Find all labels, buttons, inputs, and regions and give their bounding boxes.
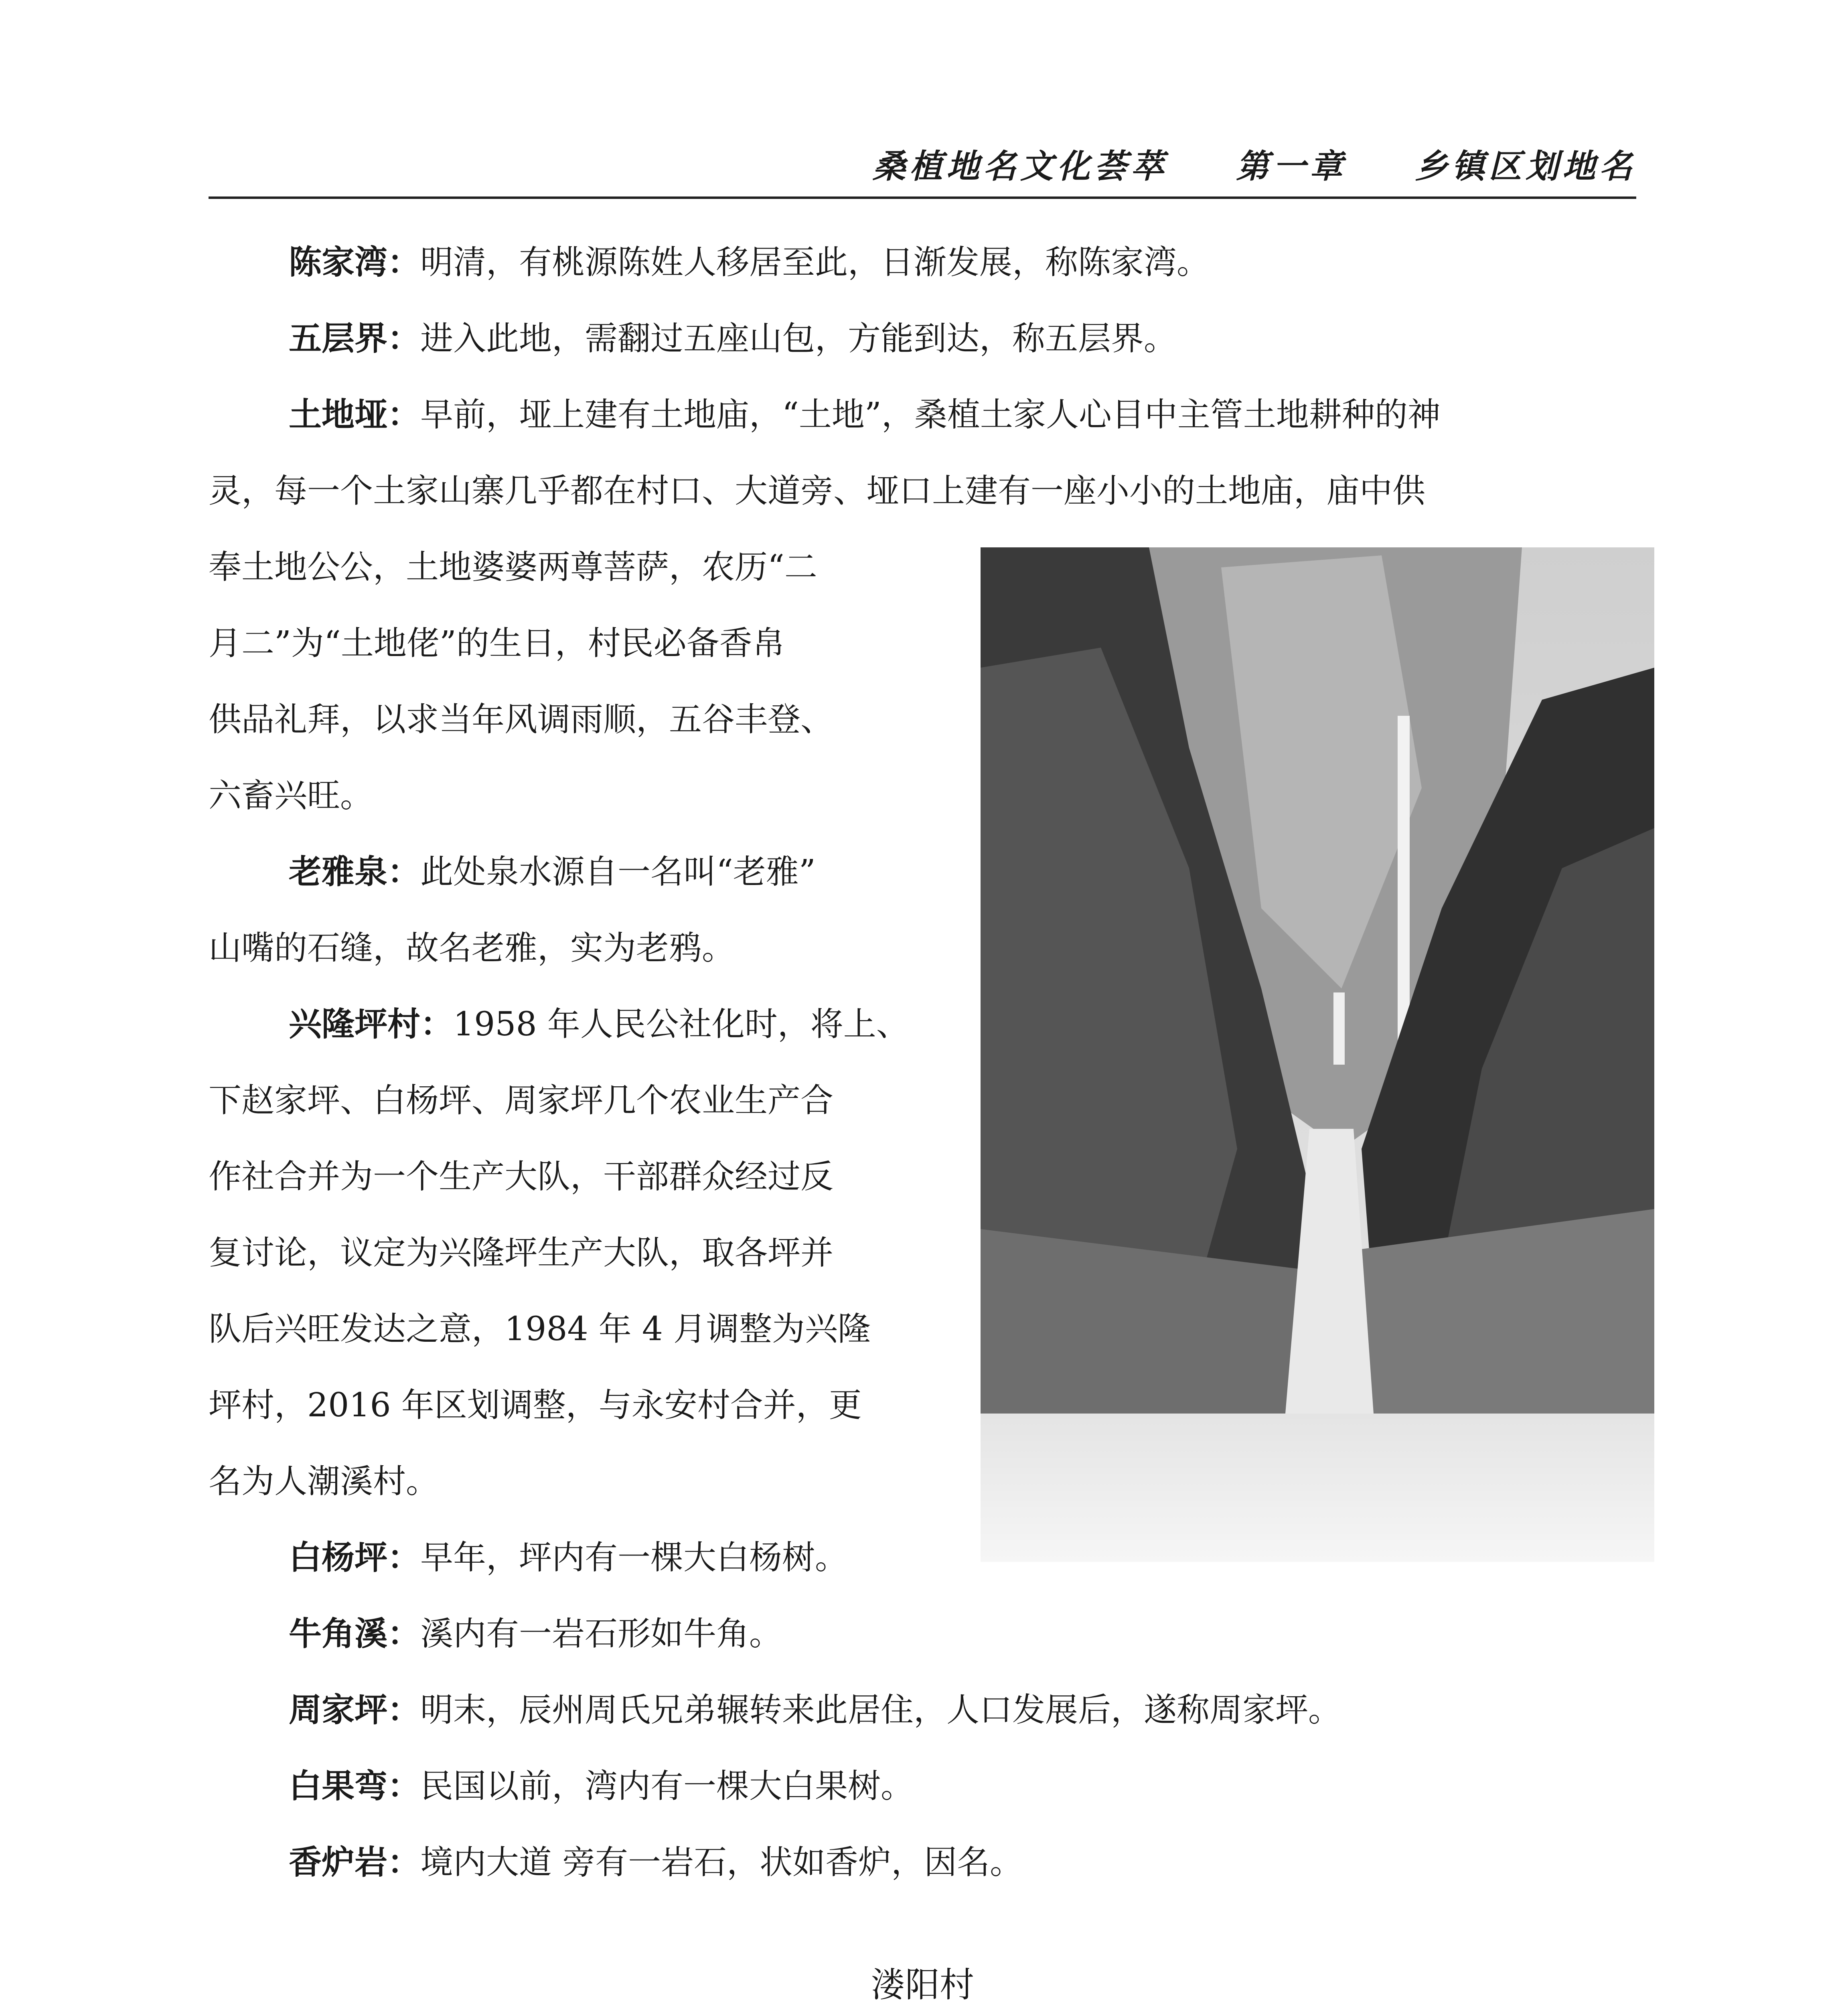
entry-xinglongping-line6: 坪村，2016 年区划调整，与永安村合并，更 xyxy=(209,1386,862,1424)
entry-term: 周家坪： xyxy=(289,1691,421,1729)
entry-text: 境内大道 旁有一岩石，状如香炉，因名。 xyxy=(420,1843,1023,1881)
section-label: 乡镇区划地名 xyxy=(1415,147,1636,186)
entry-text: 早前，垭上建有土地庙，“土地”，桑植土家人心目中主管土地耕种的神 xyxy=(420,396,1441,434)
chapter-label: 第一章 xyxy=(1236,147,1347,186)
entry-term: 香炉岩： xyxy=(289,1843,421,1881)
entry-text: 民国以前，湾内有一棵大白果树。 xyxy=(420,1767,914,1805)
entry-term: 陈家湾： xyxy=(289,243,421,282)
entry-term: 土地垭： xyxy=(289,396,421,434)
entry-chenjiawan xyxy=(209,225,1210,301)
entry-tudiya-line2: 灵，每一个土家山寨几乎都在村口、大道旁、垭口上建有一座小小的土地庙，庙中供 xyxy=(209,472,1426,510)
entry-term: 白果弯： xyxy=(289,1767,421,1805)
entry-term: 五层界： xyxy=(289,320,421,358)
running-header xyxy=(209,132,1636,199)
entry-baiguowan xyxy=(209,1748,914,1825)
entry-text: 溪内有一岩石形如牛角。 xyxy=(420,1615,782,1653)
entry-text: 明清，有桃源陈姓人移居至此，日渐发展，称陈家湾。 xyxy=(420,243,1210,282)
entry-xinglongping-line2: 下赵家坪、白杨坪、周家坪几个农业生产合 xyxy=(209,1081,834,1120)
entry-tudiya-line1 xyxy=(209,377,1441,453)
entry-tudiya-line6: 六畜兴旺。 xyxy=(209,777,373,815)
entry-text: 明末，辰州周氏兄弟辗转来此居住，人口发展后，遂称周家坪。 xyxy=(420,1691,1341,1729)
entry-xinglongping-line4: 复讨论，议定为兴隆坪生产大队，取各坪并 xyxy=(209,1234,834,1272)
entry-laoyaquan-line2: 山嘴的石缝，故名老雅，实为老鸦。 xyxy=(209,929,735,967)
entry-niujiaoxi xyxy=(209,1596,782,1672)
entry-term: 兴隆坪村： xyxy=(289,1005,454,1043)
entry-term: 牛角溪： xyxy=(289,1615,421,1653)
entry-xinglongping-line7: 名为人潮溪村。 xyxy=(209,1462,439,1501)
header-title xyxy=(873,140,1636,187)
entry-xiangluyan xyxy=(209,1825,1023,1901)
waterfall-photo xyxy=(981,547,1654,1562)
entry-xinglongping-line1 xyxy=(209,986,909,1063)
entry-text: 1958 年人民公社化时，将上、 xyxy=(453,1005,909,1043)
entry-term: 老雅泉： xyxy=(289,853,421,891)
entry-text: 早年，坪内有一棵大白杨树。 xyxy=(420,1539,848,1577)
entry-tudiya-line3: 奉土地公公，土地婆婆两尊菩萨，农历“二 xyxy=(209,548,817,586)
section-heading: 溇阳村 xyxy=(871,1965,974,2005)
entry-xinglongping-line3: 作社合并为一个生产大队，干部群众经过反 xyxy=(209,1158,834,1196)
entry-tudiya-line4: 月二”为“土地佬”的生日，村民必备香帛 xyxy=(209,624,785,662)
entry-term: 白杨坪： xyxy=(289,1539,421,1577)
book-title: 桑植地名文化荟萃 xyxy=(873,147,1168,186)
entry-text: 进入此地，需翻过五座山包，方能到达，称五层界。 xyxy=(420,320,1177,358)
entry-laoyaquan-line1 xyxy=(209,834,816,910)
entry-baiyangping xyxy=(209,1520,848,1596)
entry-xinglongping-line5: 队后兴旺发达之意，1984 年 4 月调整为兴隆 xyxy=(209,1310,871,1348)
entry-zhoujiaping xyxy=(209,1672,1341,1748)
waterfall-photo-image xyxy=(981,547,1654,1562)
entry-text: 此处泉水源自一名叫“老雅” xyxy=(420,853,816,891)
entry-wucengjie xyxy=(209,301,1177,377)
entry-tudiya-line5: 供品礼拜，以求当年风调雨顺，五谷丰登、 xyxy=(209,701,834,739)
